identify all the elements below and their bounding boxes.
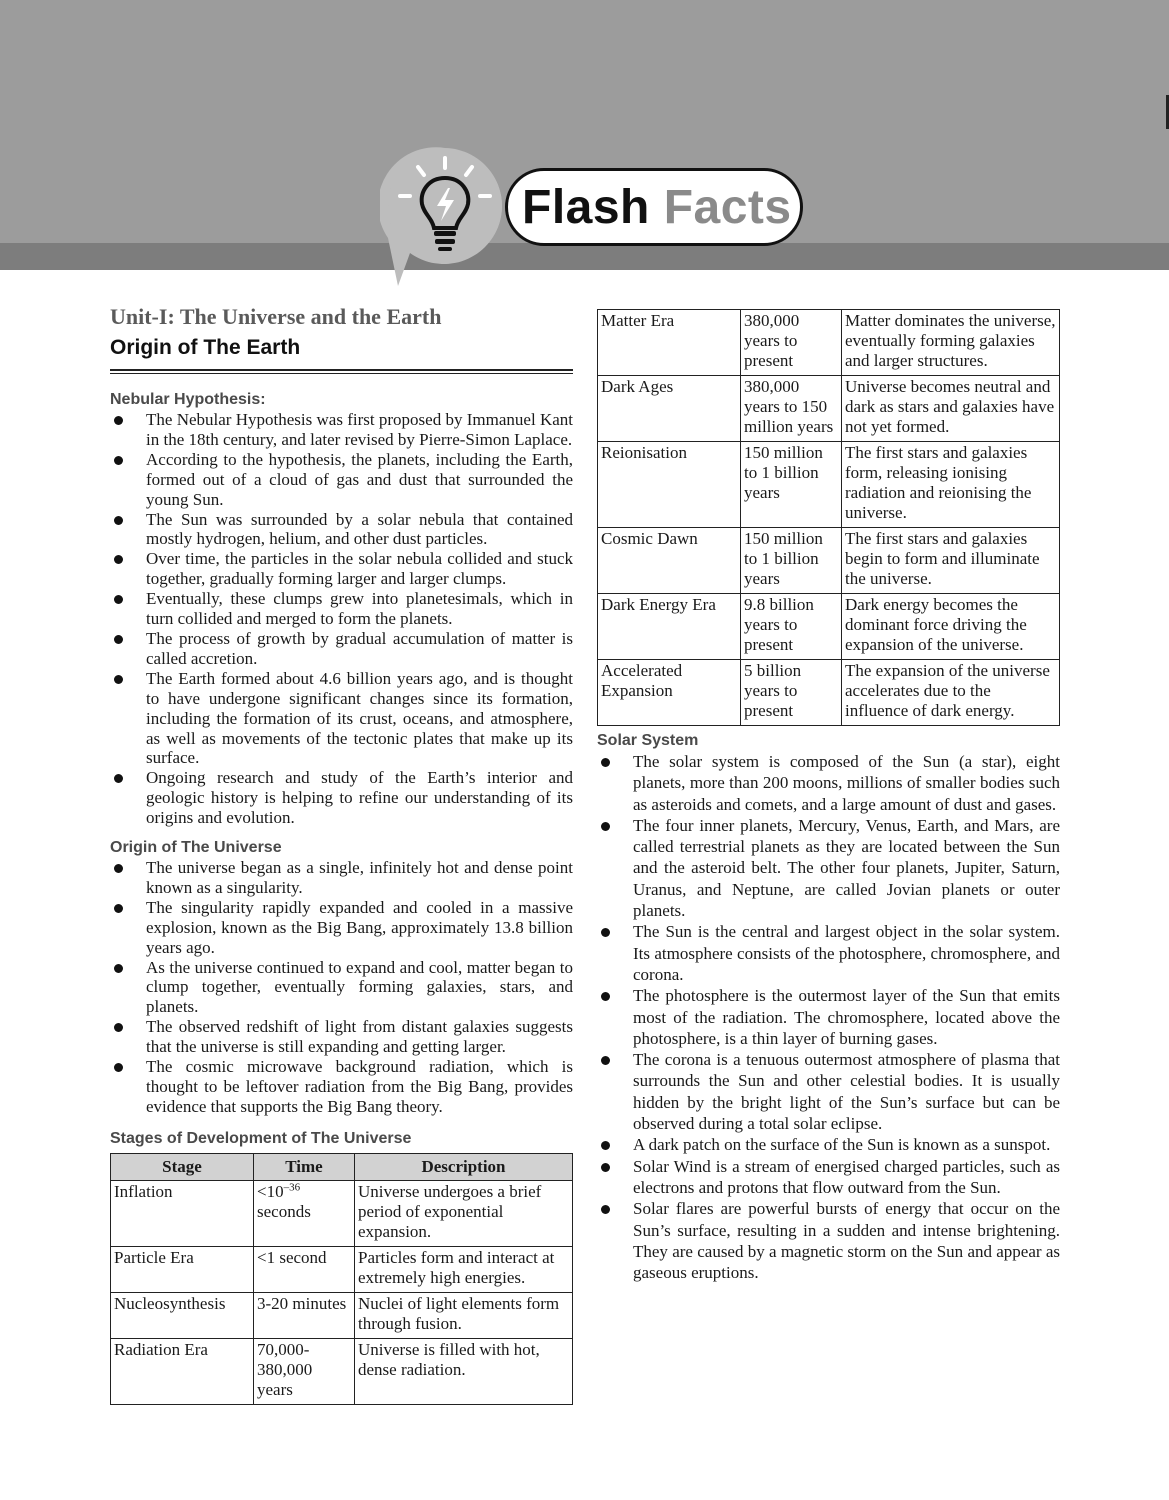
table-row — [111, 1292, 573, 1338]
list-item: The Sun was surrounded by a solar nebula that contained mostly hydrogen, helium, and other dust particles. — [110, 510, 573, 550]
stage-cell: Inflation — [111, 1180, 254, 1246]
stage-cell: Matter Era — [598, 310, 741, 376]
table-row — [598, 660, 1060, 726]
list-item: The universe began as a single, infinitely hot and dense point known as a singularity. — [110, 858, 573, 898]
table-header-row — [111, 1153, 573, 1180]
list-item: According to the hypothesis, the planets, including the Earth, formed out of a cloud of gas and dust that surrounded the young Sun. — [110, 450, 573, 510]
list-item: The photosphere is the outermost layer of the Sun that emits most of the radiation. The chromosphere, located above the photosphere, is a thin layer of burning gases. — [597, 985, 1060, 1049]
list-item: The Nebular Hypothesis was first proposed by Immanuel Kant in the 18th century, and later revised by Pierre-Simon Laplace. — [110, 410, 573, 450]
time-cell: <1 second — [254, 1246, 355, 1292]
table-row — [111, 1246, 573, 1292]
stages-table-continued — [597, 309, 1060, 726]
list-item: The corona is a tenuous outermost atmosphere of plasma that surrounds the Sun and other celestial bodies. It is usually hidden by the bright light of the Sun’s surface but can be observed during a total solar eclipse. — [597, 1049, 1060, 1134]
description-cell: Dark energy becomes the dominant force driving the expansion of the universe. — [842, 594, 1060, 660]
time-cell: 150 million to 1 billion years — [741, 442, 842, 528]
solar-list — [597, 751, 1060, 1283]
list-item: Eventually, these clumps grew into planetesimals, which in turn collided and merged to form the planets. — [110, 589, 573, 629]
time-base: <10 — [257, 1181, 284, 1201]
stage-cell: Particle Era — [111, 1246, 254, 1292]
list-item: The singularity rapidly expanded and cooled in a massive explosion, known as the Big Bang, approximately 13.8 billion years ago. — [110, 898, 573, 958]
solar-heading: Solar System — [597, 732, 699, 749]
description-cell: The expansion of the universe accelerates due to the influence of dark energy. — [842, 660, 1060, 726]
stage-cell: Accelerated Expansion — [598, 660, 741, 726]
list-item: As the universe continued to expand and cool, matter began to clump together, eventually forming galaxies, stars, and planets. — [110, 958, 573, 1018]
time-cell: 380,000 years to present — [741, 310, 842, 376]
list-item: The Sun is the central and largest object in the solar system. Its atmosphere consists of the photosphere, chromosphere, and corona. — [597, 921, 1060, 985]
lightbulb-icon — [380, 138, 510, 288]
universe-list — [110, 858, 573, 1117]
unit-title: Unit-I: The Universe and the Earth — [110, 304, 442, 329]
list-item: The process of growth by gradual accumulation of matter is called accretion. — [110, 629, 573, 669]
time-cell — [254, 1180, 355, 1246]
list-item: The observed redshift of light from distant galaxies suggests that the universe is still expanding and getting larger. — [110, 1017, 573, 1057]
list-item: Over time, the particles in the solar nebula collided and stuck together, gradually forming larger and larger clumps. — [110, 549, 573, 589]
stages-heading: Stages of Development of The Universe — [110, 1129, 412, 1147]
title-rule — [110, 369, 573, 371]
list-item: Solar Wind is a stream of energised charged particles, such as electrons and protons that flow outward from the Sun. — [597, 1156, 1060, 1199]
description-cell: Universe becomes neutral and dark as stars and galaxies have not yet formed. — [842, 376, 1060, 442]
left-column — [110, 300, 573, 1405]
time-cell: 5 billion years to present — [741, 660, 842, 726]
stage-cell: Nucleosynthesis — [111, 1292, 254, 1338]
flash-facts-title — [522, 178, 792, 238]
time-cell: 70,000-380,000 years — [254, 1338, 355, 1404]
table-row — [598, 594, 1060, 660]
description-cell: Universe is filled with hot, dense radiation. — [355, 1338, 573, 1404]
nebular-list — [110, 410, 573, 828]
section-title: Origin of The Earth — [110, 336, 301, 359]
table-row — [598, 442, 1060, 528]
column-header: Stage — [111, 1153, 254, 1180]
stage-cell: Dark Ages — [598, 376, 741, 442]
list-item: The Earth formed about 4.6 billion years ago, and is thought to have undergone significant changes since its formation, including the formation of its crust, oceans, and atmosphere, as well as movements of the tectonic plates that make up its surface. — [110, 669, 573, 769]
time-exponent: –36 — [283, 1181, 301, 1194]
nebular-heading: Nebular Hypothesis: — [110, 391, 266, 408]
column-header: Description — [355, 1153, 573, 1180]
list-item: Solar flares are powerful bursts of energy that occur on the Sun’s surface, resulting in a sudden and intense brightening. They are caused by a magnetic storm on the Sun and appear as gaseous eruptions. — [597, 1198, 1060, 1283]
table-row — [598, 310, 1060, 376]
stage-cell: Radiation Era — [111, 1338, 254, 1404]
universe-heading: Origin of The Universe — [110, 839, 282, 857]
description-cell: Matter dominates the universe, eventually forming galaxies and larger structures. — [842, 310, 1060, 376]
title-word-facts: Facts — [663, 181, 792, 234]
header-band — [0, 243, 1169, 270]
table-row — [111, 1180, 573, 1246]
description-cell: Universe undergoes a brief period of exponential expansion. — [355, 1180, 573, 1246]
description-cell: The first stars and galaxies form, releasing ionising radiation and reionising the universe. — [842, 442, 1060, 528]
list-item: The cosmic microwave background radiation, which is thought to be leftover radiation from the Big Bang, provides evidence that supports the Big Bang theory. — [110, 1057, 573, 1117]
table-row — [598, 376, 1060, 442]
title-word-flash: Flash — [522, 181, 650, 234]
stages-table — [110, 1153, 573, 1405]
time-cell: 3-20 minutes — [254, 1292, 355, 1338]
description-cell: Particles form and interact at extremely high energies. — [355, 1246, 573, 1292]
time-cell: 9.8 billion years to present — [741, 594, 842, 660]
time-cell: 150 million to 1 billion years — [741, 528, 842, 594]
list-item: The solar system is composed of the Sun (a star), eight planets, more than 200 moons, millions of smaller bodies such as asteroids and comets, and a large amount of dust and gases. — [597, 751, 1060, 815]
time-unit: seconds — [257, 1201, 311, 1221]
table-row — [111, 1338, 573, 1404]
right-column — [597, 309, 1060, 1283]
description-cell: Nuclei of light elements form through fusion. — [355, 1292, 573, 1338]
list-item: Ongoing research and study of the Earth’s interior and geologic history is helping to refine our understanding of its origins and evolution. — [110, 768, 573, 828]
description-cell: The first stars and galaxies begin to form and illuminate the universe. — [842, 528, 1060, 594]
title-rule-thin — [110, 373, 573, 374]
time-cell: 380,000 years to 150 million years — [741, 376, 842, 442]
list-item: A dark patch on the surface of the Sun is known as a sunspot. — [597, 1134, 1060, 1155]
stage-cell: Dark Energy Era — [598, 594, 741, 660]
list-item: The four inner planets, Mercury, Venus, Earth, and Mars, are called terrestrial planets as they are located between the Sun and the asteroid belt. The other four planets, Jupiter, Saturn, Uranus, and Neptune, are called Jovian planets or outer planets. — [597, 815, 1060, 921]
table-row — [598, 528, 1060, 594]
stage-cell: Reionisation — [598, 442, 741, 528]
stage-cell: Cosmic Dawn — [598, 528, 741, 594]
column-header: Time — [254, 1153, 355, 1180]
